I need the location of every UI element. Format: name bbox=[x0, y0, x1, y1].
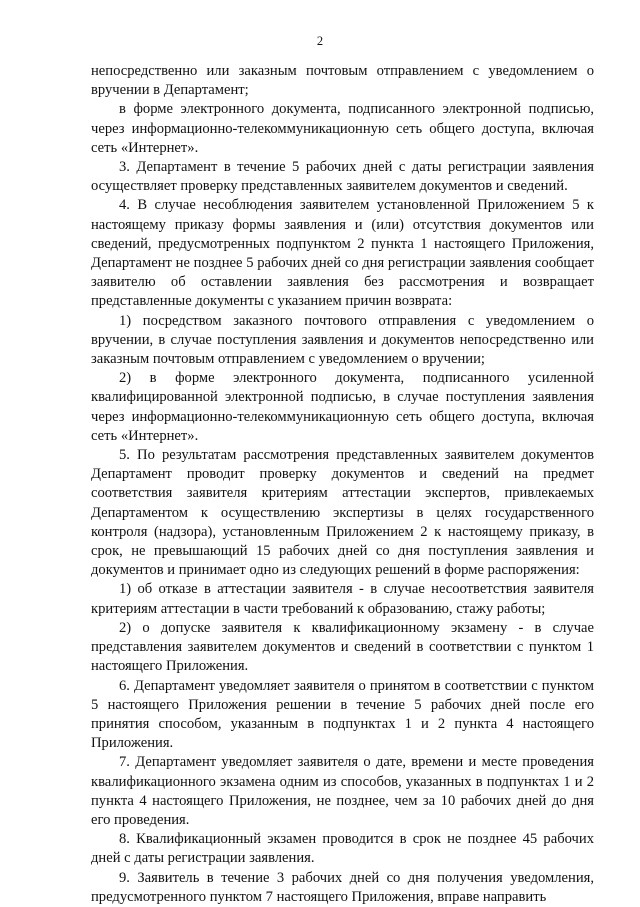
paragraph-item-8: 8. Квалификационный экзамен проводится в срок не позднее 45 рабочих дней с даты регистрации заявления. bbox=[91, 831, 594, 867]
paragraph-item-9: 9. Заявитель в течение 3 рабочих дней со дня получения уведомления, предусмотренного пунктом 7 настоящего Приложения, вправе направить bbox=[91, 869, 594, 905]
paragraph-item-6: 6. Департамент уведомляет заявителя о принятом в соответствии с пунктом 5 настоящего Приложения решении в течение 5 рабочих дней после его принятия способом, указанным в подпунктах 1 и 2 пункта 4 настоящего Приложения. bbox=[91, 677, 594, 752]
paragraph-item-5-sub-2: 2) о допуске заявителя к квалификационному экзамену - в случае представления заявителем документов и сведений в соответствии с пунктом 1 настоящего Приложения. bbox=[91, 619, 594, 675]
paragraph-item-4-sub-1: 1) посредством заказного почтового отправления с уведомлением о вручении, в случае поступления заявления и документов непосредственно или заказным почтовым отправлением с уведомлением о вручении; bbox=[91, 312, 594, 368]
paragraph-item-5-sub-1: 1) об отказе в аттестации заявителя - в случае несоответствия заявителя критериям аттестации в части требований к образованию, стажу работы; bbox=[91, 581, 594, 617]
document-body bbox=[91, 62, 594, 907]
paragraph-item-7: 7. Департамент уведомляет заявителя о дате, времени и месте проведения квалификационного экзамена одним из способов, указанных в подпунктах 1 и 2 пункта 4 настоящего Приложения, не позднее, чем за 10 рабочих дней до дня его проведения. bbox=[91, 754, 594, 828]
paragraph-item-4-sub-2: 2) в форме электронного документа, подписанного усиленной квалифицированной электронной подписью, в случае поступления заявления через информационно-телекоммуникационную сеть общего доступа, включая сеть «Интернет». bbox=[91, 370, 594, 444]
paragraph-item-5: 5. По результатам рассмотрения представленных заявителем документов Департамент проводит проверку документов и сведений на предмет соответствия заявителя критериям аттестации экспертов, привлекаемых Департаментом к осуществлению экспертизы в целях государственного контроля (надзора), установленным Приложением 2 к настоящему приказу, в срок, не превышающий 15 рабочих дней со дня поступления заявления и документов и принимает одно из следующих решений в форме распоряжения: bbox=[91, 447, 594, 579]
page-number: 2 bbox=[316, 34, 324, 48]
paragraph-delivery-direct: непосредственно или заказным почтовым отправлением с уведомлением о вручении в Департамент; bbox=[91, 63, 594, 99]
paragraph-item-4: 4. В случае несоблюдения заявителем установленной Приложением 5 к настоящему приказу формы заявления и (или) отсутствия документов или сведений, предусмотренных подпунктом 2 пункта 1 настоящего Приложения, Департамент не позднее 5 рабочих дней со дня регистрации заявления сообщает заявителю об оставлении заявления без рассмотрения и возвращает представленные документы с указанием причин возврата: bbox=[91, 197, 594, 310]
paragraph-delivery-electronic: в форме электронного документа, подписанного электронной подписью, через информационно-телекоммуникационную сеть общего доступа, включая сеть «Интернет». bbox=[91, 101, 594, 156]
paragraph-item-3: 3. Департамент в течение 5 рабочих дней с даты регистрации заявления осуществляет проверку представленных заявителем документов и сведений. bbox=[91, 159, 594, 195]
